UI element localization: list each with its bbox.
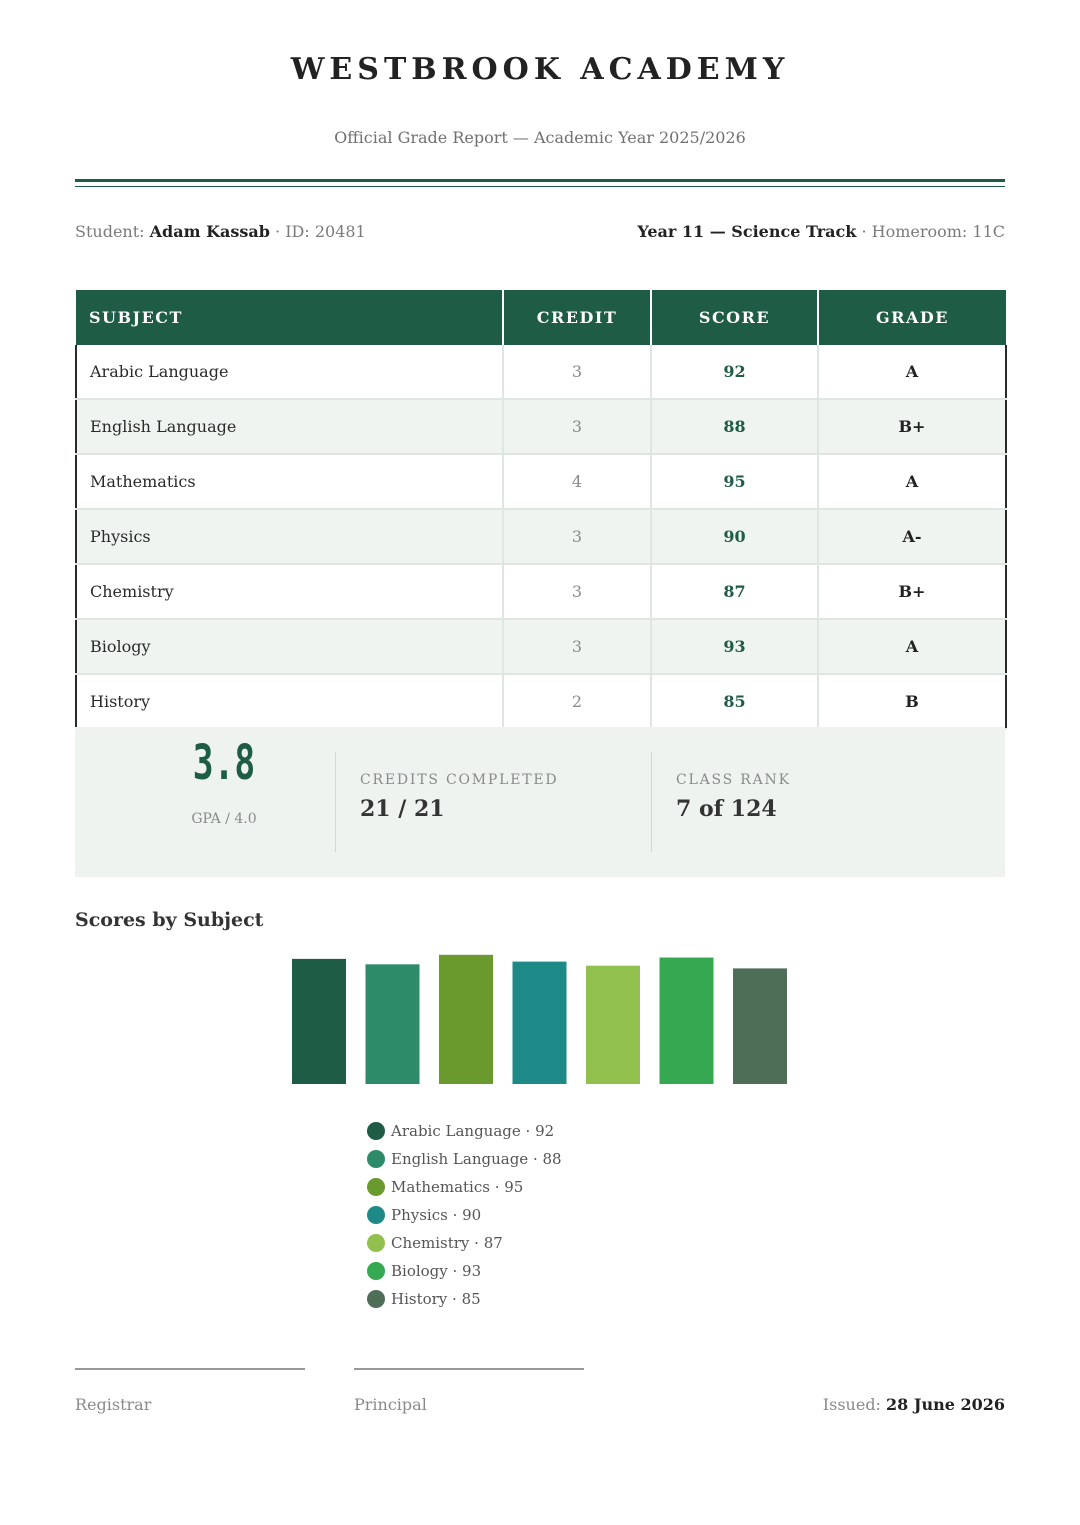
legend-swatch bbox=[367, 1234, 385, 1252]
legend-swatch bbox=[367, 1290, 385, 1308]
student-name: Adam Kassab bbox=[149, 222, 270, 241]
legend-label: Arabic Language · 92 bbox=[391, 1122, 555, 1140]
header-divider bbox=[75, 179, 1005, 182]
grades-table bbox=[75, 290, 1007, 730]
principal-signature-line bbox=[354, 1368, 584, 1370]
legend-label: Physics · 90 bbox=[391, 1206, 482, 1224]
program-info bbox=[637, 222, 1005, 241]
cell-score: 92 bbox=[651, 345, 818, 399]
bar-history bbox=[733, 968, 787, 1084]
legend-swatch bbox=[367, 1262, 385, 1280]
legend-swatch bbox=[367, 1122, 385, 1140]
cell-grade: B+ bbox=[818, 564, 1006, 619]
chart-legend bbox=[367, 1117, 562, 1313]
cell-score: 85 bbox=[651, 674, 818, 729]
table-header-row bbox=[76, 290, 1006, 345]
cell-credit: 4 bbox=[503, 454, 651, 509]
legend-label: English Language · 88 bbox=[391, 1150, 562, 1168]
table-row bbox=[76, 674, 1006, 729]
header-divider-thin bbox=[75, 186, 1005, 187]
student-info bbox=[75, 222, 366, 241]
program-name: Year 11 — Science Track bbox=[637, 222, 857, 241]
bar-mathematics bbox=[439, 955, 493, 1084]
summary-panel bbox=[75, 727, 1005, 877]
legend-item bbox=[367, 1229, 562, 1257]
rank-label: CLASS RANK bbox=[676, 772, 791, 788]
bar-physics bbox=[513, 962, 567, 1084]
cell-score: 90 bbox=[651, 509, 818, 564]
issued-date: 28 June 2026 bbox=[886, 1395, 1005, 1414]
gpa-label: GPA / 4.0 bbox=[191, 811, 257, 827]
cell-score: 88 bbox=[651, 399, 818, 454]
table-row bbox=[76, 399, 1006, 454]
cell-grade: A- bbox=[818, 509, 1006, 564]
bar-biology bbox=[660, 958, 714, 1084]
summary-divider bbox=[335, 752, 336, 852]
cell-credit: 3 bbox=[503, 399, 651, 454]
legend-label: Mathematics · 95 bbox=[391, 1178, 524, 1196]
cell-credit: 3 bbox=[503, 619, 651, 674]
legend-swatch bbox=[367, 1206, 385, 1224]
registrar-label: Registrar bbox=[75, 1395, 152, 1414]
student-id: · ID: 20481 bbox=[275, 222, 366, 241]
cell-subject: Biology bbox=[76, 619, 503, 674]
cell-credit: 3 bbox=[503, 509, 651, 564]
grade-report bbox=[75, 0, 1005, 1525]
cell-subject: Physics bbox=[76, 509, 503, 564]
registrar-signature-line bbox=[75, 1368, 305, 1370]
bar-english-language bbox=[366, 964, 420, 1084]
cell-score: 95 bbox=[651, 454, 818, 509]
legend-item bbox=[367, 1117, 562, 1145]
homeroom: · Homeroom: 11C bbox=[861, 222, 1005, 241]
principal-label: Principal bbox=[354, 1395, 427, 1414]
legend-swatch bbox=[367, 1178, 385, 1196]
credits-label: CREDITS COMPLETED bbox=[360, 772, 559, 788]
table-row bbox=[76, 619, 1006, 674]
cell-credit: 3 bbox=[503, 345, 651, 399]
legend-item bbox=[367, 1257, 562, 1285]
report-subtitle: Official Grade Report — Academic Year 2025/2026 bbox=[334, 128, 746, 147]
header-score: SCORE bbox=[651, 290, 818, 345]
legend-label: History · 85 bbox=[391, 1290, 481, 1308]
credits-value: 21 / 21 bbox=[360, 796, 445, 822]
cell-grade: A bbox=[818, 454, 1006, 509]
cell-score: 87 bbox=[651, 564, 818, 619]
cell-subject: History bbox=[76, 674, 503, 729]
bar-chemistry bbox=[586, 966, 640, 1084]
legend-label: Chemistry · 87 bbox=[391, 1234, 503, 1252]
cell-score: 93 bbox=[651, 619, 818, 674]
legend-item bbox=[367, 1173, 562, 1201]
cell-subject: Chemistry bbox=[76, 564, 503, 619]
cell-subject: English Language bbox=[76, 399, 503, 454]
cell-subject: Arabic Language bbox=[76, 345, 503, 399]
legend-item bbox=[367, 1285, 562, 1313]
header-subject: SUBJECT bbox=[76, 290, 503, 345]
cell-grade: B+ bbox=[818, 399, 1006, 454]
cell-credit: 3 bbox=[503, 564, 651, 619]
summary-divider bbox=[651, 752, 652, 852]
header-grade: GRADE bbox=[818, 290, 1006, 345]
table-row bbox=[76, 345, 1006, 399]
table-row bbox=[76, 454, 1006, 509]
issued-info bbox=[823, 1395, 1005, 1414]
gpa-value: 3.8 bbox=[192, 735, 256, 791]
scores-bar-chart bbox=[75, 940, 1005, 1090]
legend-item bbox=[367, 1201, 562, 1229]
cell-grade: A bbox=[818, 619, 1006, 674]
cell-credit: 2 bbox=[503, 674, 651, 729]
chart-title: Scores by Subject bbox=[75, 909, 264, 931]
student-label: Student: bbox=[75, 222, 145, 241]
bar-arabic-language bbox=[292, 959, 346, 1084]
legend-label: Biology · 93 bbox=[391, 1262, 482, 1280]
legend-item bbox=[367, 1145, 562, 1173]
cell-subject: Mathematics bbox=[76, 454, 503, 509]
legend-swatch bbox=[367, 1150, 385, 1168]
table-row bbox=[76, 509, 1006, 564]
issued-label: Issued: bbox=[822, 1395, 881, 1414]
rank-value: 7 of 124 bbox=[676, 796, 777, 822]
header-credit: CREDIT bbox=[503, 290, 651, 345]
cell-grade: A bbox=[818, 345, 1006, 399]
table-row bbox=[76, 564, 1006, 619]
cell-grade: B bbox=[818, 674, 1006, 729]
school-name: WESTBROOK ACADEMY bbox=[290, 52, 790, 87]
